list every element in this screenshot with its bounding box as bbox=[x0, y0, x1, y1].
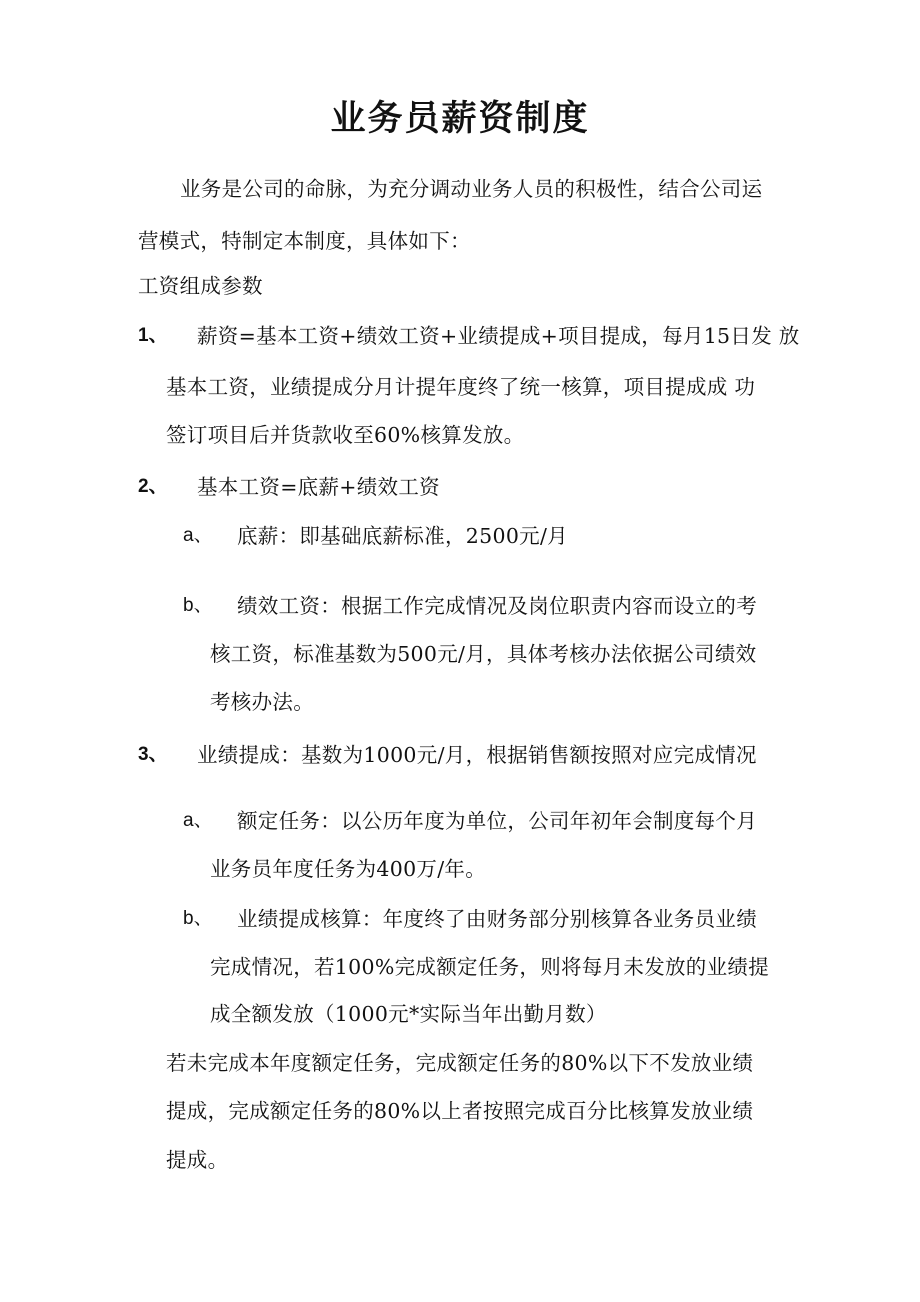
item-3a-line-1: 额定任务：以公历年度为单位，公司年初年会制度每个月 bbox=[237, 809, 757, 833]
closing-line-3: 提成。 bbox=[166, 1148, 229, 1172]
item-3a-line-2: 业务员年度任务为400万/年。 bbox=[210, 857, 487, 881]
item-2-number: 2、 bbox=[138, 476, 168, 497]
item-2b-line-3: 考核办法。 bbox=[210, 690, 314, 714]
item-2b-line-2: 核工资，标准基数为500元/月，具体考核办法依据公司绩效 bbox=[210, 642, 757, 666]
item-2b-letter: b、 bbox=[183, 595, 213, 616]
item-2a-line-1: 底薪：即基础底薪标准，2500元/月 bbox=[237, 524, 568, 548]
item-2-line-1: 基本工资=底薪+绩效工资 bbox=[197, 475, 440, 499]
item-1-line-2: 基本工资，业绩提成分月计提年度终了统一核算，项目提成成 功 bbox=[166, 375, 756, 399]
item-1-line-1: 薪资=基本工资+绩效工资+业绩提成+项目提成，每月15日发 放 bbox=[197, 324, 800, 348]
closing-line-2: 提成，完成额定任务的80%以上者按照完成百分比核算发放业绩 bbox=[166, 1099, 754, 1123]
item-3b-letter: b、 bbox=[183, 908, 213, 929]
item-1-line-3: 签订项目后并货款收至60%核算发放。 bbox=[166, 423, 525, 447]
item-3b-line-1: 业绩提成核算：年度终了由财务部分别核算各业务员业绩 bbox=[237, 907, 757, 931]
item-2b-line-1: 绩效工资：根据工作完成情况及岗位职责内容而设立的考 bbox=[237, 594, 757, 618]
item-1-number: 1、 bbox=[138, 325, 168, 346]
closing-line-1: 若未完成本年度额定任务，完成额定任务的80%以下不发放业绩 bbox=[166, 1051, 754, 1075]
intro-line-2: 营模式，特制定本制度，具体如下： bbox=[138, 229, 471, 253]
item-3a-letter: a、 bbox=[183, 810, 213, 831]
item-3-line-1: 业绩提成：基数为1000元/月，根据销售额按照对应完成情况 bbox=[197, 743, 757, 767]
document-title: 业务员薪资制度 bbox=[330, 99, 590, 139]
item-3-number: 3、 bbox=[138, 744, 168, 765]
item-2a-letter: a、 bbox=[183, 525, 213, 546]
item-3b-line-2: 完成情况，若100%完成额定任务，则将每月未发放的业绩提 bbox=[210, 955, 770, 979]
section-heading: 工资组成参数 bbox=[138, 274, 263, 298]
item-3b-line-3: 成全额发放（1000元*实际当年出勤月数） bbox=[210, 1002, 607, 1026]
intro-line-1: 业务是公司的命脉，为充分调动业务人员的积极性，结合公司运 bbox=[180, 177, 763, 201]
